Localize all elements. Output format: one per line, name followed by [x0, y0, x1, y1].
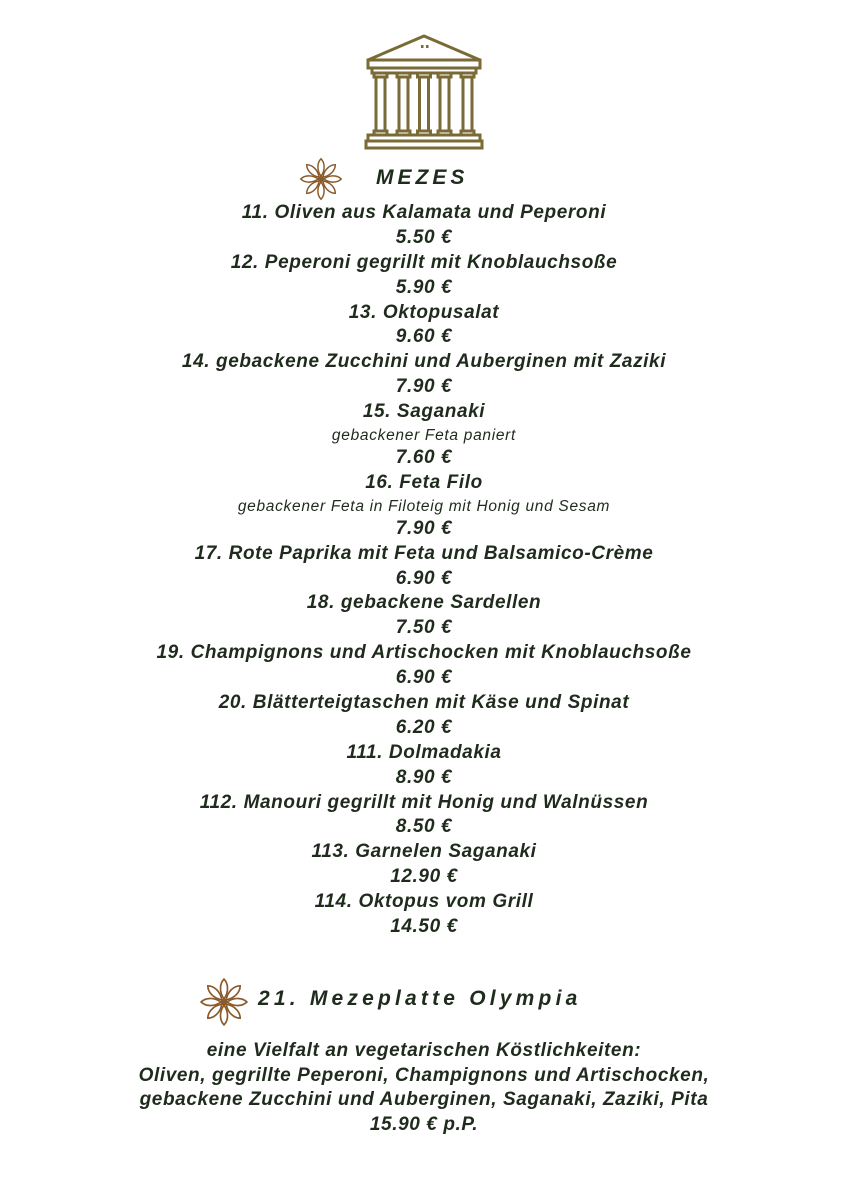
section-title: MEZES [376, 166, 469, 189]
item-name: 18. gebackene Sardellen [306, 592, 542, 614]
item-price: 7.50 € [395, 617, 453, 639]
item-price: 6.90 € [395, 567, 453, 589]
menu-item [0, 741, 848, 791]
menu-item [0, 791, 848, 841]
greek-temple-icon [364, 34, 484, 154]
menu-item [0, 591, 848, 641]
menu-item [0, 840, 848, 890]
menu-item [0, 471, 848, 542]
menu-item [0, 350, 848, 400]
menu-item [0, 890, 848, 940]
platter-price: 15.90 € p.P. [369, 1113, 479, 1135]
item-price: 9.60 € [395, 326, 453, 348]
star-anise-icon [298, 156, 344, 202]
item-name: 12. Peperoni gegrillt mit Knoblauchsoße [230, 251, 618, 273]
item-price: 7.90 € [395, 517, 453, 539]
item-price: 5.90 € [395, 276, 453, 298]
item-price: 12.90 € [390, 866, 458, 888]
menu-item [0, 400, 848, 471]
menu-item [0, 251, 848, 301]
item-name: 20. Blätterteigtaschen mit Käse und Spinat [218, 692, 630, 714]
item-price: 7.90 € [395, 376, 453, 398]
item-price: 6.90 € [395, 667, 453, 689]
item-name: 13. Oktopusalat [348, 301, 500, 323]
platter-description [0, 1039, 848, 1137]
menu-list [0, 201, 848, 940]
item-price: 8.90 € [395, 766, 453, 788]
item-name: 11. Oliven aus Kalamata und Peperoni [241, 202, 607, 223]
item-description: gebackener Feta in Filoteig mit Honig und Sesam [237, 497, 611, 515]
platter-title: 21. Mezeplatte Olympia [258, 987, 582, 1010]
item-description: gebackener Feta paniert [331, 427, 517, 445]
item-name: 112. Manouri gegrillt mit Honig und Walnüssen [199, 791, 649, 813]
item-price: 8.50 € [395, 816, 453, 838]
item-name: 114. Oktopus vom Grill [314, 891, 534, 913]
menu-item [0, 542, 848, 592]
item-name: 14. gebackene Zucchini und Auberginen mit Zaziki [181, 351, 667, 373]
menu-item [0, 201, 848, 251]
platter-line: eine Vielfalt an vegetarischen Köstlichkeiten: [206, 1040, 642, 1061]
item-name: 113. Garnelen Saganaki [311, 841, 537, 863]
item-name: 111. Dolmadakia [346, 741, 502, 763]
item-price: 7.60 € [395, 447, 453, 469]
menu-item [0, 691, 848, 741]
menu-item [0, 641, 848, 691]
item-name: 16. Feta Filo [365, 471, 483, 493]
platter-line: gebackene Zucchini und Auberginen, Saganaki, Zaziki, Pita [139, 1089, 709, 1111]
item-name: 15. Saganaki [362, 401, 486, 423]
star-anise-icon [198, 976, 250, 1028]
item-name: 17. Rote Paprika mit Feta und Balsamico-Crème [194, 542, 654, 564]
platter-line: Oliven, gegrillte Peperoni, Champignons und Artischocken, [138, 1064, 710, 1086]
item-name: 19. Champignons und Artischocken mit Knoblauchsoße [156, 642, 692, 664]
item-price: 14.50 € [390, 916, 458, 938]
item-price: 5.50 € [395, 226, 453, 248]
menu-item [0, 301, 848, 351]
item-price: 6.20 € [395, 716, 453, 738]
